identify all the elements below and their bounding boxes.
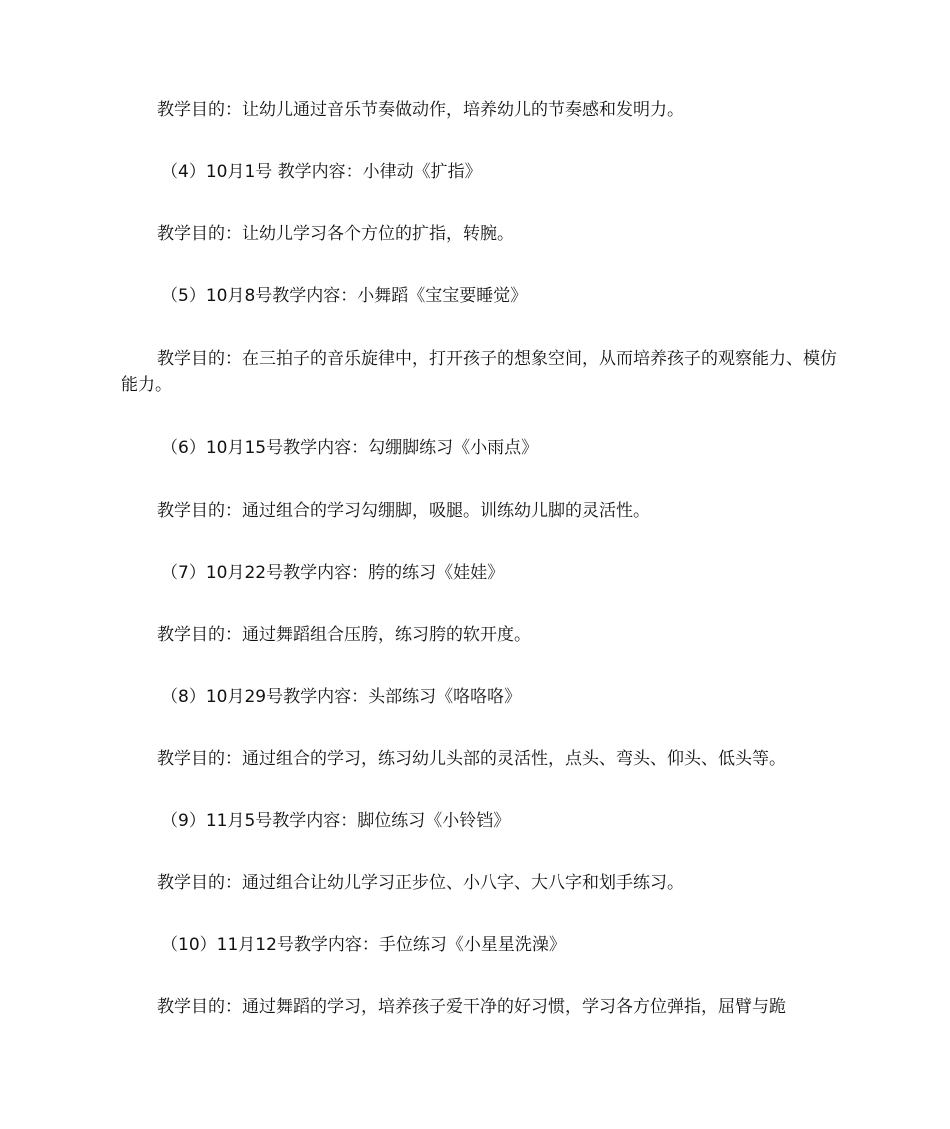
paragraph-lesson-9: （9）11月5号教学内容：脚位练习《小铃铛》 [161,811,511,831]
paragraph-purpose: 教学目的：通过组合让幼儿学习正步位、小八字、大八字和划手练习。 [157,873,684,893]
paragraph-purpose: 教学目的：让幼儿通过音乐节奏做动作，培养幼儿的节奏感和发明力。 [157,100,684,120]
paragraph-lesson-8: （8）10月29号教学内容：头部练习《咯咯咯》 [161,687,522,707]
paragraph-lesson-10: （10）11月12号教学内容：手位练习《小星星洗澡》 [161,935,566,955]
paragraph-purpose: 教学目的：通过组合的学习，练习幼儿头部的灵活性，点头、弯头、仰头、低头等。 [157,749,786,769]
paragraph-purpose: 教学目的：在三拍子的音乐旋律中，打开孩子的想象空间，从而培养孩子的观察能力、模仿能力。 [121,349,837,395]
paragraph-lesson-5: （5）10月8号教学内容：小舞蹈《宝宝要睡觉》 [161,286,528,306]
paragraph-lesson-7: （7）10月22号教学内容：胯的练习《娃娃》 [161,563,505,583]
paragraph-purpose: 教学目的：通过组合的学习勾绷脚，吸腿。训练幼儿脚的灵活性。 [157,501,650,521]
paragraph-lesson-4: （4）10月1号 教学内容：小律动《扩指》 [161,162,482,182]
paragraph-purpose: 教学目的：通过舞蹈组合压胯，练习胯的软开度。 [157,625,531,645]
paragraph-lesson-6: （6）10月15号教学内容：勾绷脚练习《小雨点》 [161,438,539,458]
paragraph-purpose: 教学目的：通过舞蹈的学习，培养孩子爱干净的好习惯，学习各方位弹指，屈臂与跪 [157,997,786,1017]
paragraph-purpose: 教学目的：让幼儿学习各个方位的扩指，转腕。 [157,224,514,244]
